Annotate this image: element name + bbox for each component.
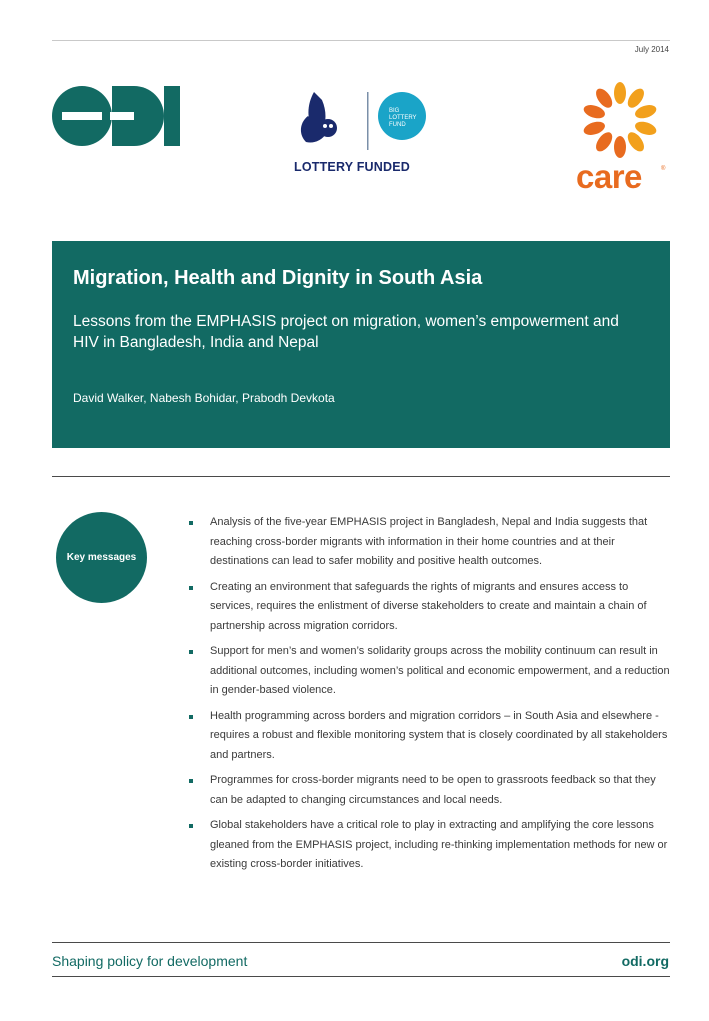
key-messages-label: Key messages — [66, 552, 137, 563]
report-title: Migration, Health and Dignity in South Asia — [73, 267, 483, 289]
bullet-icon — [189, 521, 193, 525]
care-logo — [570, 80, 670, 196]
key-messages-badge — [56, 512, 147, 603]
lottery-funded-text: LOTTERY FUNDED — [294, 160, 410, 174]
key-message-text: Analysis of the five-year EMPHASIS project in Bangladesh, Nepal and India suggests that reaching cross-border migrants with information in their home countries and at their destinations can lead to safer mobility and positive health outcomes. — [210, 516, 648, 567]
care-trademark: ® — [661, 166, 666, 172]
footer-tagline: Shaping policy for development — [52, 953, 248, 969]
key-message-text: Global stakeholders have a critical role to play in extracting and amplifying the core lessons gleaned from the EMPHASIS project, including re-thinking implementation methods for new or existing cross-border initiatives. — [210, 819, 668, 870]
list-item — [186, 707, 670, 766]
list-item — [186, 513, 670, 572]
report-authors: David Walker, Nabesh Bohidar, Prabodh Devkota — [73, 391, 335, 405]
key-message-text: Programmes for cross-border migrants need to be open to grassroots feedback so that they can be adapted to changing circumstances and local needs. — [210, 774, 656, 806]
bullet-icon — [189, 586, 193, 590]
list-item — [186, 578, 670, 637]
footer-rule-top — [52, 942, 670, 943]
footer-website-link[interactable]: odi.org — [621, 953, 669, 969]
bullet-icon — [189, 824, 193, 828]
svg-text:FUND: FUND — [389, 122, 406, 128]
odi-logo — [50, 84, 190, 153]
report-subtitle: Lessons from the EMPHASIS project on migration, women’s empowerment and HIV in Bangladesh, India and Nepal — [73, 313, 619, 351]
bullet-icon — [189, 779, 193, 783]
publication-date: July 2014 — [634, 45, 669, 54]
title-banner — [52, 241, 670, 448]
svg-text:BIG: BIG — [389, 108, 400, 114]
list-item — [186, 816, 670, 875]
svg-text:LOTTERY: LOTTERY — [389, 115, 417, 121]
bullet-icon — [189, 650, 193, 654]
care-wordmark: care — [576, 158, 642, 195]
key-messages-list — [186, 513, 670, 881]
bullet-icon — [189, 715, 193, 719]
key-message-text: Support for men’s and women’s solidarity groups across the mobility continuum can result in additional outcomes, including women’s political and economic empowerment, and a reduction in gender-based violence. — [210, 645, 670, 696]
section-divider — [52, 476, 670, 477]
header-rule — [52, 40, 670, 41]
list-item — [186, 771, 670, 810]
key-message-text: Creating an environment that safeguards the rights of migrants and ensures access to services, requires the enlistment of diverse stakeholders to create and maintain a chain of partnership across migration corridors. — [210, 580, 647, 632]
footer-rule-bottom — [52, 976, 670, 977]
lottery-funded-logo — [292, 86, 432, 178]
key-message-text: Health programming across borders and migration corridors – in South Asia and elsewhere - requires a robust and flexible monitoring system that is closely coordinated by all stakeholders and partners. — [210, 709, 668, 761]
list-item — [186, 642, 670, 701]
